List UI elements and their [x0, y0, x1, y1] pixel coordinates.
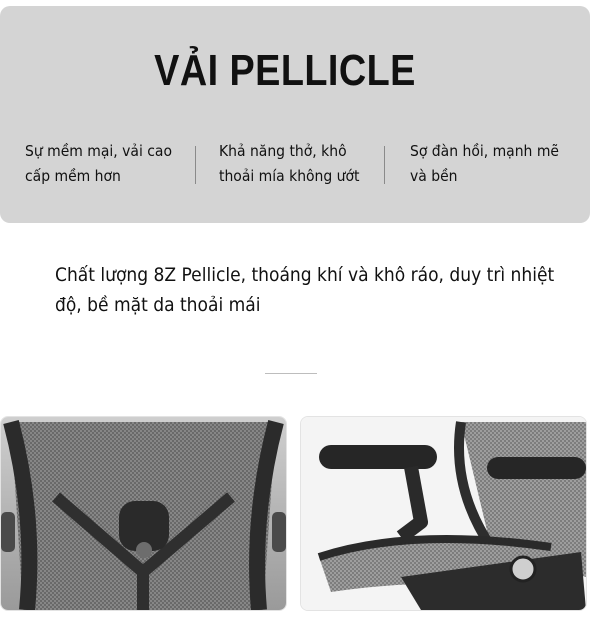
chair-back-image: [1, 417, 286, 610]
chair-back-photo: [0, 416, 287, 611]
feature-elasticity: Sợ đàn hồi, mạnh mẽ và bền: [410, 142, 559, 185]
header-card: [0, 6, 590, 223]
feature-breathability: Khả năng thở, khô thoải mía không ướt: [219, 142, 360, 185]
chair-armrest-image: [301, 417, 586, 610]
divider: [384, 146, 385, 184]
page-title: VẢI PELLICLE: [154, 46, 416, 95]
separator-line: [265, 373, 317, 374]
fabric-description: Chất lượng 8Z Pellicle, thoáng khí và khô ráo, duy trì nhiệt độ, bề mặt da thoải mái: [55, 264, 555, 316]
chair-armrest-photo: [300, 416, 587, 611]
divider: [195, 146, 196, 184]
feature-softness: Sự mềm mại, vải cao cấp mềm hơn: [25, 142, 173, 185]
